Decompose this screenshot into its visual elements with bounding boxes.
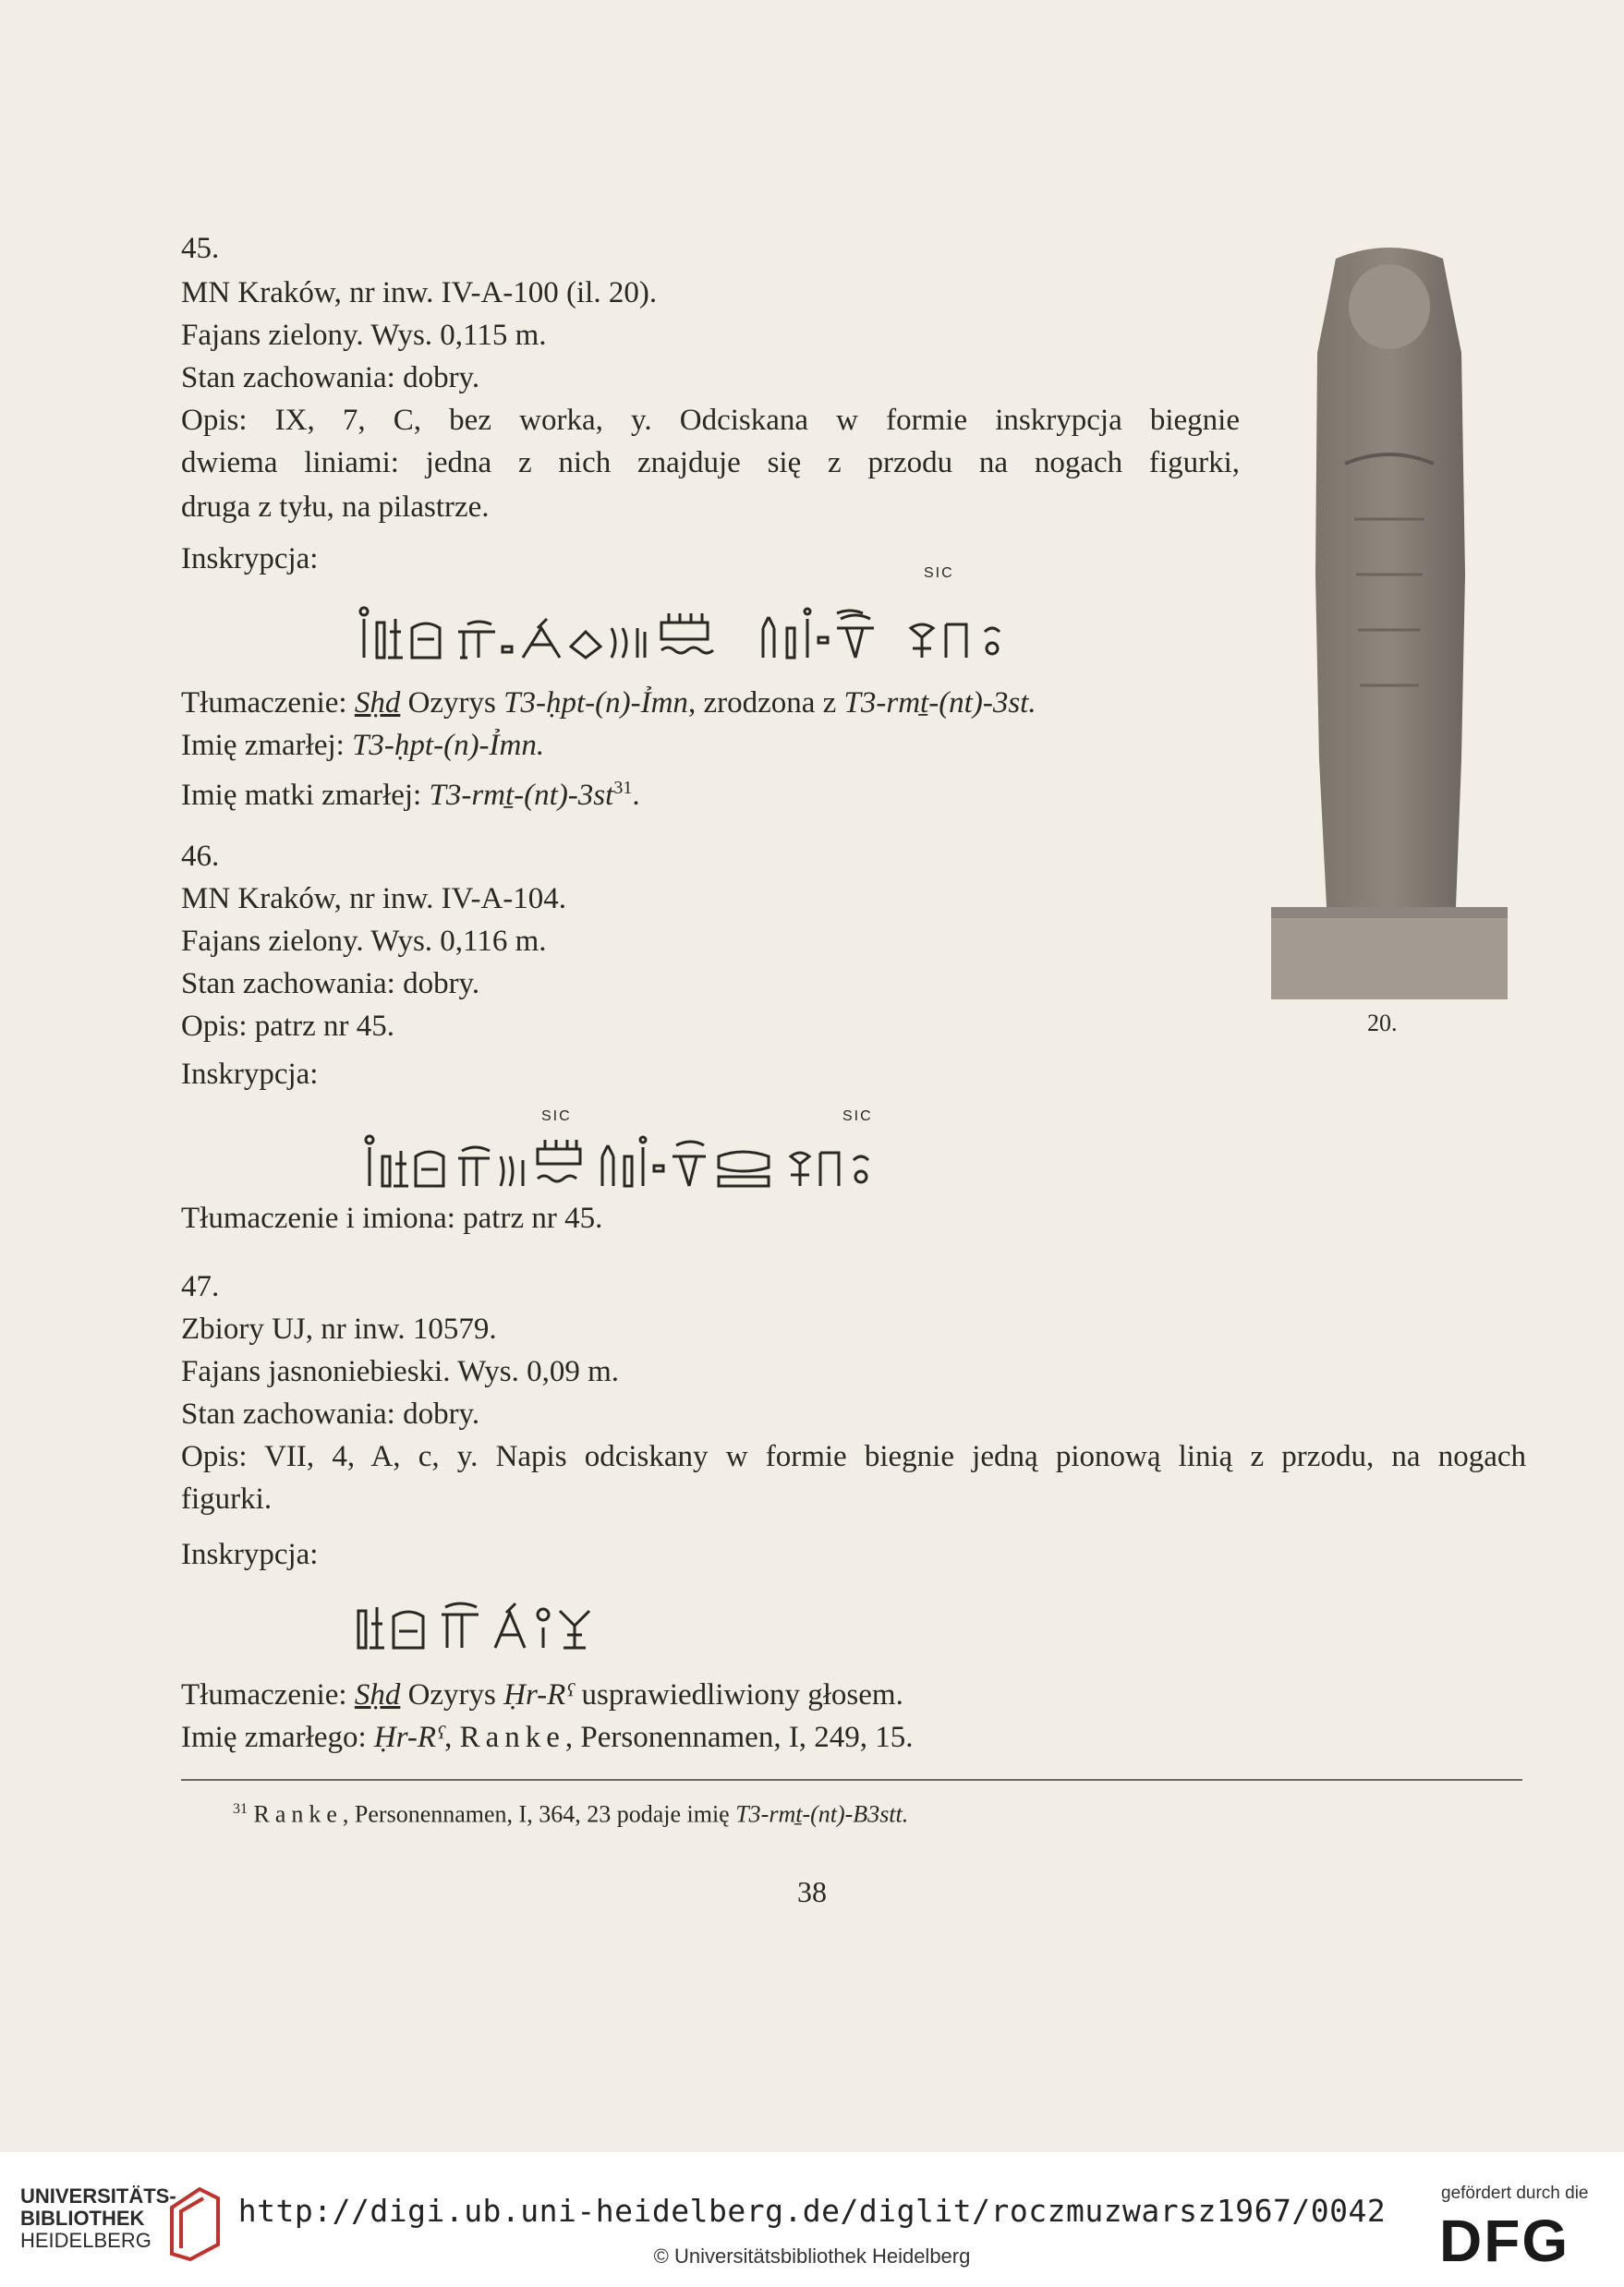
- sic-mark-45: SIC: [924, 565, 954, 581]
- copyright-notice: © Universitätsbibliothek Heidelberg: [653, 2245, 971, 2268]
- entry-46-translation: Tłumaczenie i imiona: patrz nr 45.: [181, 1202, 603, 1235]
- shabti-figure-photo: [1271, 242, 1508, 999]
- entry-46-condition: Stan zachowania: dobry.: [181, 967, 480, 1000]
- entry-47-translation: Tłumaczenie: Sḥd Ozyrys Ḥr-Rˁ usprawiedliwiony głosem.: [181, 1678, 903, 1712]
- entry-46-inventory: MN Kraków, nr inw. IV-A-104.: [181, 882, 567, 915]
- entry-45-inscription-label: Inskrypcja:: [181, 542, 319, 575]
- hieroglyph-inscription-46: [362, 1119, 935, 1192]
- entry-47-inventory: Zbiory UJ, nr inw. 10579.: [181, 1313, 497, 1346]
- hieroglyph-inscription-47: [355, 1587, 650, 1652]
- entry-45-description-2: dwiema liniami: jedna z nich znajduje się z przodu na nogach figurki,: [181, 446, 1240, 479]
- entry-46-material: Fajans zielony. Wys. 0,116 m.: [181, 925, 547, 958]
- entry-47-material: Fajans jasnoniebieski. Wys. 0,09 m.: [181, 1355, 620, 1388]
- entry-47-description-2: figurki.: [181, 1482, 273, 1516]
- entry-45-description-1: Opis: IX, 7, C, bez worka, y. Odciskana w formie inskrypcja biegnie: [181, 404, 1240, 437]
- footnote-divider: [181, 1779, 1522, 1781]
- university-library-logo: UNIVERSITÄTS- BIBLIOTHEK HEIDELBERG: [20, 2184, 176, 2252]
- page-number: 38: [797, 1875, 827, 1908]
- entry-47-inscription-label: Inskrypcja:: [181, 1538, 319, 1571]
- sic-mark-46-b: SIC: [842, 1108, 873, 1124]
- entry-45-description-3: druga z tyłu, na pilastrze.: [181, 490, 490, 524]
- funding-note: gefördert durch die: [1441, 2184, 1589, 2203]
- entry-47-deceased-name: Imię zmarłego: Ḥr-Rˁ, Ranke, Personennamen, I, 249, 15.: [181, 1721, 914, 1754]
- entry-45-condition: Stan zachowania: dobry.: [181, 361, 480, 394]
- dfg-logo: DFG: [1439, 2208, 1570, 2274]
- permalink-url[interactable]: http://digi.ub.uni-heidelberg.de/diglit/roczmuzwarsz1967/0042: [237, 2193, 1387, 2229]
- entry-45-translation: Tłumaczenie: Sḥd Ozyrys T3-ḥpt-(n)-Ỉmn, zrodzona z T3-rmṯ-(nt)-3st.: [181, 686, 1036, 720]
- sic-mark-46-a: SIC: [541, 1108, 572, 1124]
- entry-45-deceased-name: Imię zmarłej: T3-ḥpt-(n)-Ỉmn.: [181, 729, 545, 762]
- entry-47-number: 47.: [181, 1270, 220, 1303]
- entry-45-mother-name: Imię matki zmarłej: $T3-rmṯ-(nt)-3st^{31}$.: [181, 778, 640, 812]
- footnote-31: $^{31}$ Ranke, Personennamen, I, 364, 23 podaje imię T3-rmṯ-(nt)-B3stt.: [233, 1800, 909, 1828]
- entry-47-description-1: Opis: VII, 4, A, c, y. Napis odciskany w formie biegnie jedną pionową linią z przodu, na nogach: [181, 1440, 1526, 1473]
- entry-45-number: 45.: [181, 232, 220, 265]
- hieroglyph-inscription-45: [357, 591, 1022, 663]
- library-footer: [0, 2152, 1624, 2287]
- entry-47-condition: Stan zachowania: dobry.: [181, 1398, 480, 1431]
- entry-46-inscription-label: Inskrypcja:: [181, 1058, 319, 1091]
- entry-45-inventory: MN Kraków, nr inw. IV-A-100 (il. 20).: [181, 276, 658, 309]
- entry-46-description: Opis: patrz nr 45.: [181, 1010, 394, 1043]
- entry-46-number: 46.: [181, 840, 220, 873]
- entry-45-material: Fajans zielony. Wys. 0,115 m.: [181, 319, 547, 352]
- figure-caption: 20.: [1367, 1010, 1398, 1036]
